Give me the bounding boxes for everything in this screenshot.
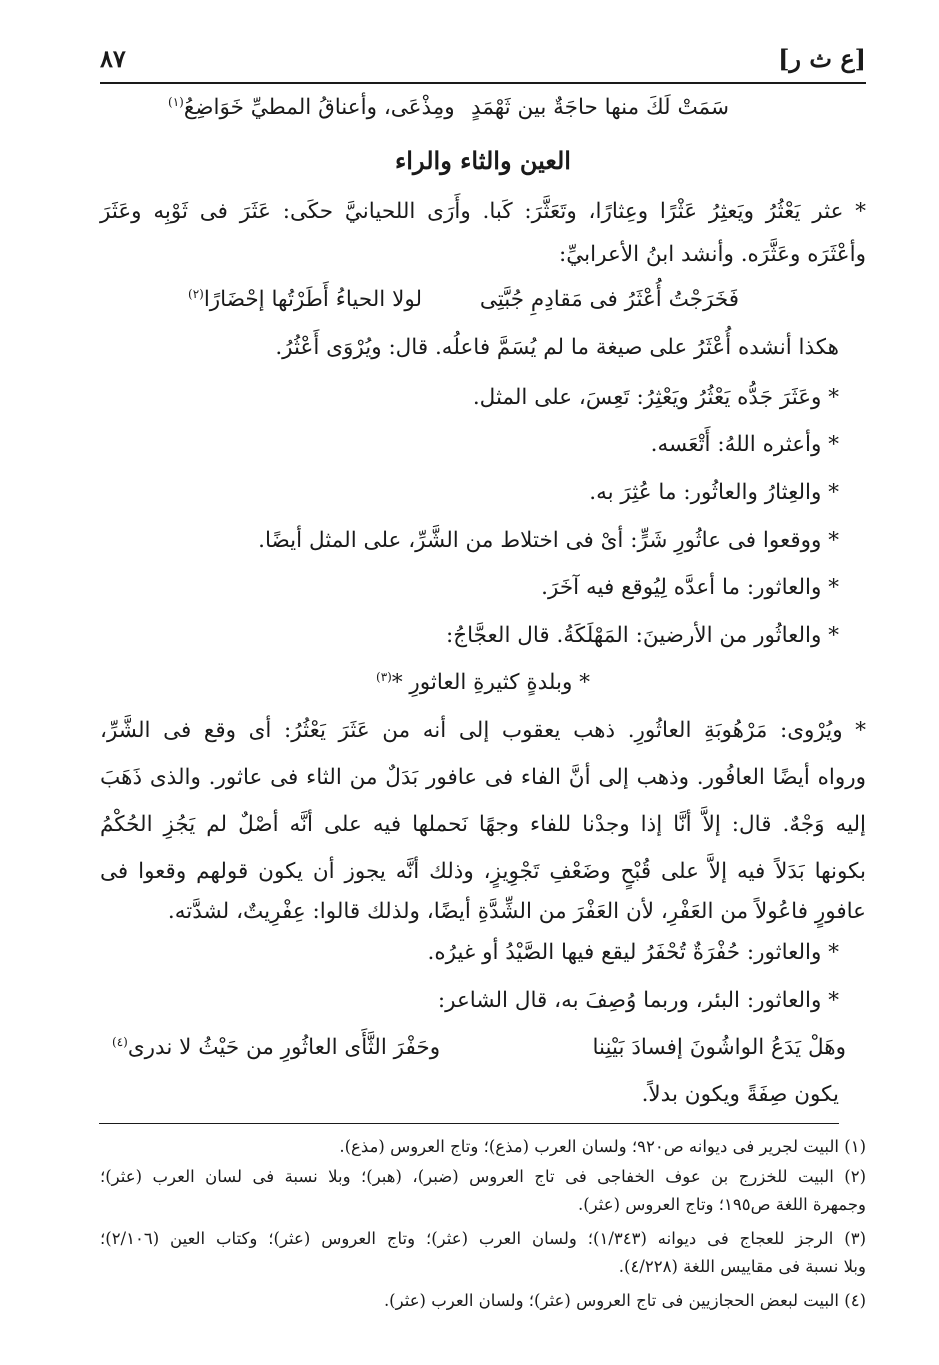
text-line: * وأعثره اللهُ: أَتْعَسه. — [650, 432, 839, 457]
footnote-continuation: وبلا نسبة فى مقاييس اللغة (٤/٢٢٨). — [618, 1257, 866, 1276]
text-line: * ووقعوا فى عاثُورِ شَرٍّ: أىْ فى اختلاط من الشَّرِّ، على المثل أيضًا. — [258, 528, 839, 553]
text-line: عافورٍ فاعُولاً من العَفْرِ، لأن العَفْرَ من الشِّدَّةِ أيضًا، ولذلك قالوا: عِفْرِيتٌ، لشدَّته. — [167, 899, 866, 924]
text-line: يكون صِفَةً ويكون بدلاً. — [641, 1082, 839, 1107]
verse-hemistich-left: وحَفْرَ الثَّأَى العاثُورِ من حَيْثُ لا ندرى$^{(٤)}$ — [112, 1034, 441, 1060]
footnote-ref: (٣) — [376, 669, 392, 684]
entry-heading: العين والثاء والراء — [395, 146, 571, 175]
text-line: هكذا أنشده أُعْثَرُ على صيغة ما لم يُسَمَّ فاعلُه. قال: ويُرْوَى أَعْثُرُ. — [275, 335, 839, 360]
footnote: (٢) البيت للخزرج بن عوف الخفاجى فى تاج العروس (ضبر)، (هبر)؛ وبلا نسبة فى لسان العرب (عثر)؛ — [100, 1167, 866, 1186]
verse-hemistich-left: لولا الحياءُ أَطَرْتُها إحْضَارًا$^{(٢)}$ — [188, 286, 423, 312]
header-rule — [100, 82, 866, 84]
text-line: وأعْثَرَه وعَثَّرَه. وأنشد ابنُ الأعرابيِّ: — [559, 242, 866, 267]
text-line: * والعاثُور من الأرضينَ: المَهْلَكَةُ. قال العجَّاجُ: — [445, 623, 839, 648]
footnote-continuation: وجمهرة اللغة ص١٩٥؛ وتاج العروس (عثر). — [577, 1195, 866, 1214]
verse-hemistich-right: فَخَرَجْتُ أُعْثَرُ فى مَقادِمِ جُبَّتِى — [479, 287, 739, 312]
page-header — [100, 40, 866, 80]
footnote-ref: (٢) — [188, 286, 204, 301]
text-line: * والعِثارُ والعاثُور: ما عُثِرَ به. — [589, 480, 839, 505]
verse-hemistich-right: وهَلْ يَدَعُ الواشُونَ إفسادَ بَيْنِنا — [592, 1035, 846, 1060]
text-line: * والعاثور: البئر، وربما وُصِفَ به، قال الشاعر: — [437, 988, 839, 1013]
rajaz-line: * وبلدةٍ كثيرةِ العاثورِ *$^{(٣)}$ — [376, 669, 590, 695]
text-line: بكونها بَدَلاً فيه إلاَّ على قُبْحٍ وضَعْفِ تَجْوِيزٍ، وذلك أنَّه يجوز أن يكون قولهم وقعوا فى — [100, 859, 866, 884]
footnote-ref: (١) — [168, 94, 184, 109]
text-line: * والعاثور: ما أعدَّه لِيُوقع فيه آخَرَ. — [541, 575, 839, 600]
footnote: (٣) الرجز للعجاج فى ديوانه (١/٣٤٣)؛ ولسان العرب (عثر)؛ وتاج العروس (عثر)؛ وكتاب العين (٢/١٠٦)؛ — [100, 1229, 867, 1248]
text-line: إليه وَجْهٌ. قال: إلاَّ أنَّا إذا وجدْنا للفاء وجهًا نَحملها فيه على أنَّه أصْلٌ لم يَجُزِ الحُكْمُ — [100, 812, 866, 837]
page-number: ٨٧ — [100, 44, 126, 73]
verse-hemistich-left: ومِذْعَى، وأعناقُ المطيِّ خَوَاضِعُ$^{(١)}$ — [168, 94, 455, 120]
verse-hemistich-right: سَمَتْ لَكَ منها حاجَةٌ بين ثَهْمَدٍ — [471, 95, 729, 120]
footnote: (٤) البيت لبعض الحجازيين فى تاج العروس (عثر)؛ ولسان العرب (عثر). — [383, 1291, 866, 1310]
text-line: ورواه أيضًا العافُور. وذهب إلى أنَّ الفاء فى عافور بَدَلٌ من الثاء فى عاثور. والذى ذَهَبَ — [100, 765, 866, 790]
text-line: * وعَثَرَ جَدُّه يَعْثُرُ ويَعْثِرُ: تَعِسَ، على المثل. — [472, 385, 839, 410]
text-line: * والعاثور: حُفْرَةٌ تُحْفَرُ ليقع فيها الصَّيْدُ أو غيرُه. — [427, 940, 839, 965]
text-line: * عثر يَعْثُرُ ويَعثِرُ عَثْرًا وعِثارًا، وتَعَثَّرَ: كَبا. وأَرَى اللحيانيَّ حكَى: عَثَرَ فى ثَوْبِه وعَثَرَ — [100, 199, 866, 224]
footnote: (١) البيت لجرير فى ديوانه ص٩٢٠؛ ولسان العرب (مذع)؛ وتاج العروس (مذع). — [339, 1137, 866, 1156]
footnote-ref: (٤) — [112, 1034, 128, 1049]
footnote-rule — [99, 1123, 839, 1124]
text-line: * ويُرْوى: مَرْهُوبَةِ العاثُورِ. ذهب يعقوب إلى أنه من عَثَرَ يَعْثُرُ: أى وقع فى الشَّرِّ، — [100, 718, 866, 743]
section-label: [ع ث ر] — [778, 44, 866, 73]
